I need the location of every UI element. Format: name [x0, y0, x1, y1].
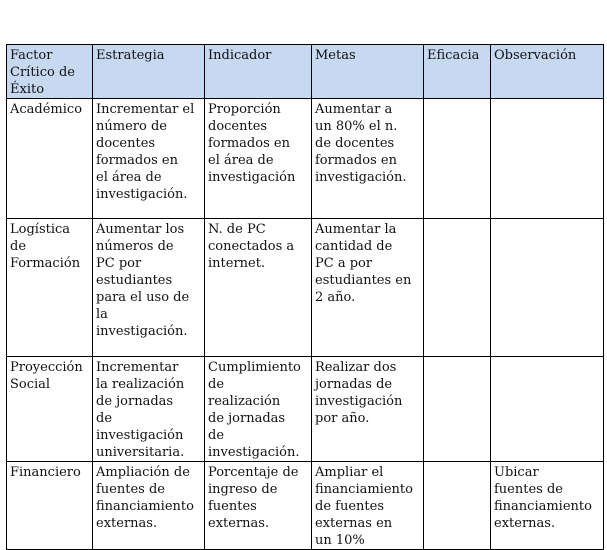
- cell-factor: Logística de Formación: [7, 219, 93, 357]
- cell-observacion: [491, 357, 604, 462]
- cell-indicador: Cumplimiento de realización de jornadas de investigación.: [205, 357, 312, 462]
- table-row-financiero: [7, 462, 604, 550]
- cell-factor: Financiero: [7, 462, 93, 550]
- cell-metas: Aumentar la cantidad de PC a por estudiantes en 2 año.: [312, 219, 424, 357]
- cell-estrategia: Incrementar la realización de jornadas de investigación universitaria.: [93, 357, 205, 462]
- header-eficacia: Eficacia: [424, 45, 491, 99]
- header-metas: Metas: [312, 45, 424, 99]
- cell-eficacia: [424, 357, 491, 462]
- header-factor-critico: Factor Crítico de Éxito: [7, 45, 93, 99]
- header-observacion: Observación: [491, 45, 604, 99]
- cell-eficacia: [424, 462, 491, 550]
- cell-eficacia: [424, 219, 491, 357]
- cell-eficacia: [424, 99, 491, 219]
- header-indicador: Indicador: [205, 45, 312, 99]
- cell-metas: Aumentar a un 80% el n. de docentes formados en investigación.: [312, 99, 424, 219]
- cell-indicador: Porcentaje de ingreso de fuentes externas.: [205, 462, 312, 550]
- header-estrategia: Estrategia: [93, 45, 205, 99]
- cell-metas: Realizar dos jornadas de investigación por año.: [312, 357, 424, 462]
- cell-estrategia: Incrementar el número de docentes formados en el área de investigación.: [93, 99, 205, 219]
- cell-metas: Ampliar el financiamiento de fuentes externas en un 10%: [312, 462, 424, 550]
- table-row-academico: [7, 99, 604, 219]
- cell-indicador: Proporción docentes formados en el área de investigación: [205, 99, 312, 219]
- cell-observacion: [491, 99, 604, 219]
- cell-estrategia: Ampliación de fuentes de financiamiento externas.: [93, 462, 205, 550]
- success-factors-table: [6, 44, 604, 550]
- cell-observacion: [491, 219, 604, 357]
- table-row-logistica: [7, 219, 604, 357]
- table-row-proyeccion-social: [7, 357, 604, 462]
- cell-estrategia: Aumentar los números de PC por estudiantes para el uso de la investigación.: [93, 219, 205, 357]
- table-header-row: [7, 45, 604, 99]
- cell-indicador: N. de PC conectados a internet.: [205, 219, 312, 357]
- cell-factor: Académico: [7, 99, 93, 219]
- cell-factor: Proyección Social: [7, 357, 93, 462]
- cell-observacion: Ubicar fuentes de financiamiento externas.: [491, 462, 604, 550]
